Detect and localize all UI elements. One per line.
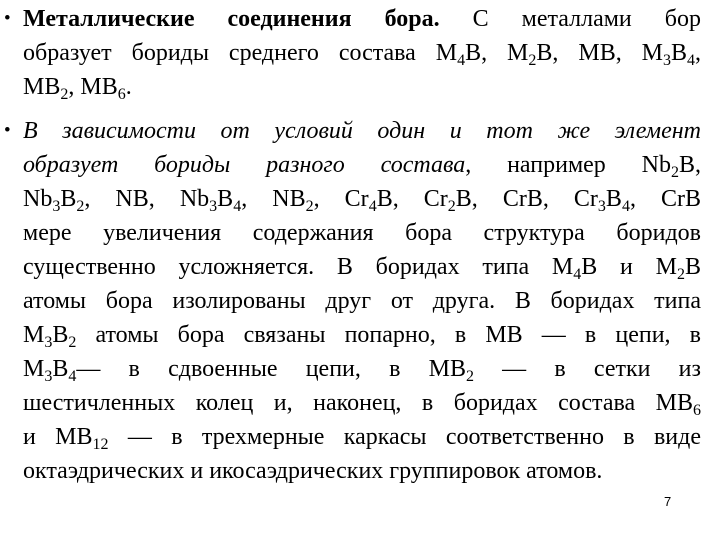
subscript: 4 <box>368 198 377 215</box>
text-line <box>23 36 701 70</box>
subscript: 6 <box>117 86 126 103</box>
text-run: — в трехмерные каркасы соответственно в виде <box>108 424 701 450</box>
text-run: B <box>605 186 622 212</box>
text-run: B <box>217 186 234 212</box>
subscript: 2 <box>676 266 685 283</box>
subscript: 3 <box>662 52 671 69</box>
text-line <box>23 216 701 250</box>
text-line <box>23 182 701 216</box>
subscript: 2 <box>528 52 537 69</box>
text-run: M <box>23 356 45 382</box>
text-run: M <box>23 322 45 348</box>
text-line <box>23 318 701 352</box>
text-run: , например Nb <box>465 152 671 178</box>
text-line <box>23 2 701 36</box>
text-run: , CrB <box>629 186 702 212</box>
text-run: мере увеличения содержания бора структура боридов <box>23 220 701 246</box>
text-run: С металлами бор <box>439 6 702 32</box>
subscript: 4 <box>233 198 242 215</box>
subscript: 2 <box>670 164 679 181</box>
text-run: B, Cr <box>376 186 448 212</box>
subscript: 4 <box>621 198 630 215</box>
text-run: , Cr <box>313 186 369 212</box>
text-run: B <box>52 356 69 382</box>
text-run: шестичленных колец и, наконец, в боридах состава MB <box>23 390 693 416</box>
subscript: 3 <box>52 198 61 215</box>
subscript: 4 <box>457 52 466 69</box>
text-run: B <box>684 254 701 280</box>
text-line <box>23 386 701 420</box>
subscript: 6 <box>693 402 701 419</box>
text-line <box>23 420 701 454</box>
text-line <box>23 284 701 318</box>
text-run: октаэдрических и икосаэдрических группировок атомов. <box>23 458 603 484</box>
subscript: 2 <box>447 198 456 215</box>
text-run: B <box>52 322 69 348</box>
subscript: 4 <box>68 368 77 385</box>
subscript: 2 <box>465 368 474 385</box>
text-run: образует бориды среднего состава M <box>23 40 458 66</box>
text-run: B <box>60 186 77 212</box>
subscript: 4 <box>573 266 582 283</box>
subscript: 12 <box>92 436 109 453</box>
text-line <box>23 352 701 386</box>
subscript: 2 <box>60 86 69 103</box>
text-run: B, <box>678 152 701 178</box>
text-run: B, MB, M <box>536 40 663 66</box>
subscript: 2 <box>76 198 85 215</box>
subscript: 4 <box>687 52 695 69</box>
text-run: существенно усложняется. В боридах типа M <box>23 254 574 280</box>
text-run: MB <box>23 74 61 100</box>
text-run: B <box>670 40 687 66</box>
subscript: 3 <box>44 334 53 351</box>
subscript: 2 <box>68 334 77 351</box>
text-run: , NB <box>241 186 306 212</box>
bold-heading: Металлические соединения бора. <box>23 6 440 32</box>
subscript: 3 <box>597 198 606 215</box>
text-run: атомы бора изолированы друг от друга. В боридах типа <box>23 288 701 314</box>
text-run: — в сдвоенные цепи, в MB <box>76 356 466 382</box>
subscript: 3 <box>209 198 218 215</box>
text-run: . <box>125 74 132 100</box>
bullet-marker: • <box>4 120 11 141</box>
italic-run: образует бориды разного состава <box>23 152 466 178</box>
page-number: 7 <box>664 494 672 509</box>
text-run: , MB <box>68 74 118 100</box>
italic-run: В зависимости от условий один и тот же элемент <box>23 118 701 144</box>
text-run: и MB <box>23 424 93 450</box>
text-line <box>23 148 701 182</box>
text-run: Nb <box>23 186 53 212</box>
subscript: 3 <box>44 368 53 385</box>
text-line <box>23 250 701 284</box>
text-run: — в сетки из <box>473 356 701 382</box>
bullet-marker: • <box>4 8 11 29</box>
text-run: B, CrB, Cr <box>455 186 598 212</box>
text-run: B, M <box>465 40 529 66</box>
text-run: B и M <box>581 254 677 280</box>
text-line <box>23 70 701 104</box>
text-run: атомы бора связаны попарно, в MB — в цепи, в <box>76 322 701 348</box>
subscript: 2 <box>305 198 314 215</box>
text-line <box>23 114 701 148</box>
text-run: , NB, Nb <box>84 186 210 212</box>
text-run: , <box>695 40 701 66</box>
text-line <box>23 454 701 488</box>
